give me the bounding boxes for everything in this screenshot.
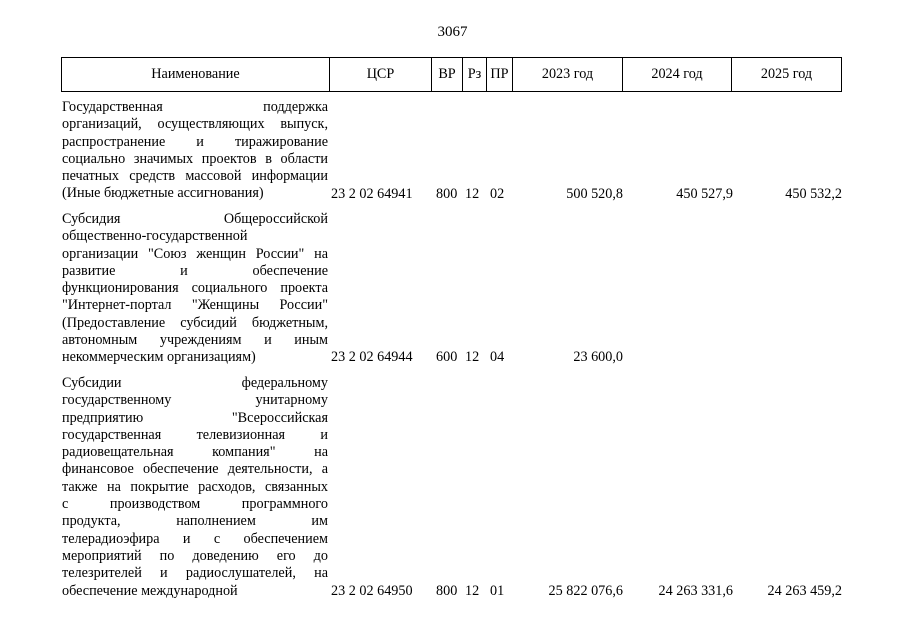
header-vr: ВР	[432, 58, 463, 91]
row-name-line: автономным учреждениям и иным	[62, 332, 328, 349]
row-name-line: радиовещательная компания" на	[62, 444, 328, 461]
header-2024: 2024 год	[623, 58, 732, 91]
header-name: Наименование	[62, 58, 330, 91]
row-vr: 600	[436, 349, 458, 366]
row-name-line: также на покрытие расходов, связанных	[62, 478, 328, 495]
row-rz: 12	[465, 582, 480, 599]
row-name-line: Субсидия Общероссийской	[62, 211, 328, 227]
header-pr: ПР	[487, 58, 513, 91]
header-2025: 2025 год	[760, 66, 813, 82]
header-rz: Рз	[463, 58, 487, 91]
header-csr: ЦСР	[330, 58, 432, 91]
row-name-line: обеспечение международной	[62, 582, 238, 599]
row-name-line: финансовое обеспечение деятельности, а	[62, 461, 328, 478]
row-name-line: развитие и обеспечение	[62, 262, 328, 279]
row-name-line: "Интернет-портал "Женщины России"	[62, 297, 328, 314]
row-name-line: распространение и тиражирование	[62, 133, 328, 150]
row-csr: 23 2 02 64950	[331, 582, 413, 599]
row-name-line: некоммерческим организациям)	[62, 349, 256, 366]
row-2025: 24 263 459,2	[767, 582, 842, 599]
row-2024: 24 263 331,6	[658, 582, 733, 599]
row-name-line: с производством программного	[62, 496, 328, 513]
row-name-line: телезрителей и радиослушателей, на	[62, 565, 328, 582]
row-name-line: печатных средств массовой информации	[62, 168, 328, 185]
row-csr: 23 2 02 64941	[331, 185, 413, 202]
row-name-line: функционирования социального проекта	[62, 280, 328, 297]
row-name-line: продукта, наполнением им	[62, 513, 328, 530]
row-csr: 23 2 02 64944	[331, 349, 413, 366]
row-vr: 800	[436, 185, 458, 202]
row-name-line: социально значимых проектов в области	[62, 150, 328, 167]
row-name	[62, 99, 328, 203]
row-2025: 450 532,2	[785, 185, 842, 202]
row-rz: 12	[465, 349, 480, 366]
row-name-line: Субсидии федеральному	[62, 375, 328, 391]
row-name	[62, 375, 328, 600]
row-2023: 23 600,0	[573, 349, 623, 366]
table-header	[61, 57, 842, 92]
row-pr: 04	[490, 349, 505, 366]
row-name-line: общественно-государственной	[62, 228, 248, 245]
row-name-line: Государственная поддержка	[62, 99, 328, 115]
row-name-line: телерадиоэфира и с обеспечением	[62, 530, 328, 547]
row-pr: 01	[490, 582, 505, 599]
row-2024: 450 527,9	[676, 185, 733, 202]
header-2023: 2023 год	[513, 58, 623, 91]
row-name-line: мероприятий по доведению его до	[62, 547, 328, 564]
row-2023: 25 822 076,6	[548, 582, 623, 599]
page-number: 3067	[437, 24, 468, 40]
row-name-line: организаций, осуществляющих выпуск,	[62, 116, 328, 133]
row-name	[62, 211, 328, 367]
row-2023: 500 520,8	[566, 185, 623, 202]
row-name-line: (Предоставление субсидий бюджетным,	[62, 314, 328, 331]
row-name-line: организации "Союз женщин России" на	[62, 245, 328, 262]
row-vr: 800	[436, 582, 458, 599]
row-pr: 02	[490, 185, 505, 202]
row-name-line: государственная телевизионная и	[62, 426, 328, 443]
row-name-line: предприятию "Всероссийская	[62, 409, 328, 426]
row-name-line: (Иные бюджетные ассигнования)	[62, 185, 264, 202]
row-name-line: государственному унитарному	[62, 392, 328, 409]
row-rz: 12	[465, 185, 480, 202]
